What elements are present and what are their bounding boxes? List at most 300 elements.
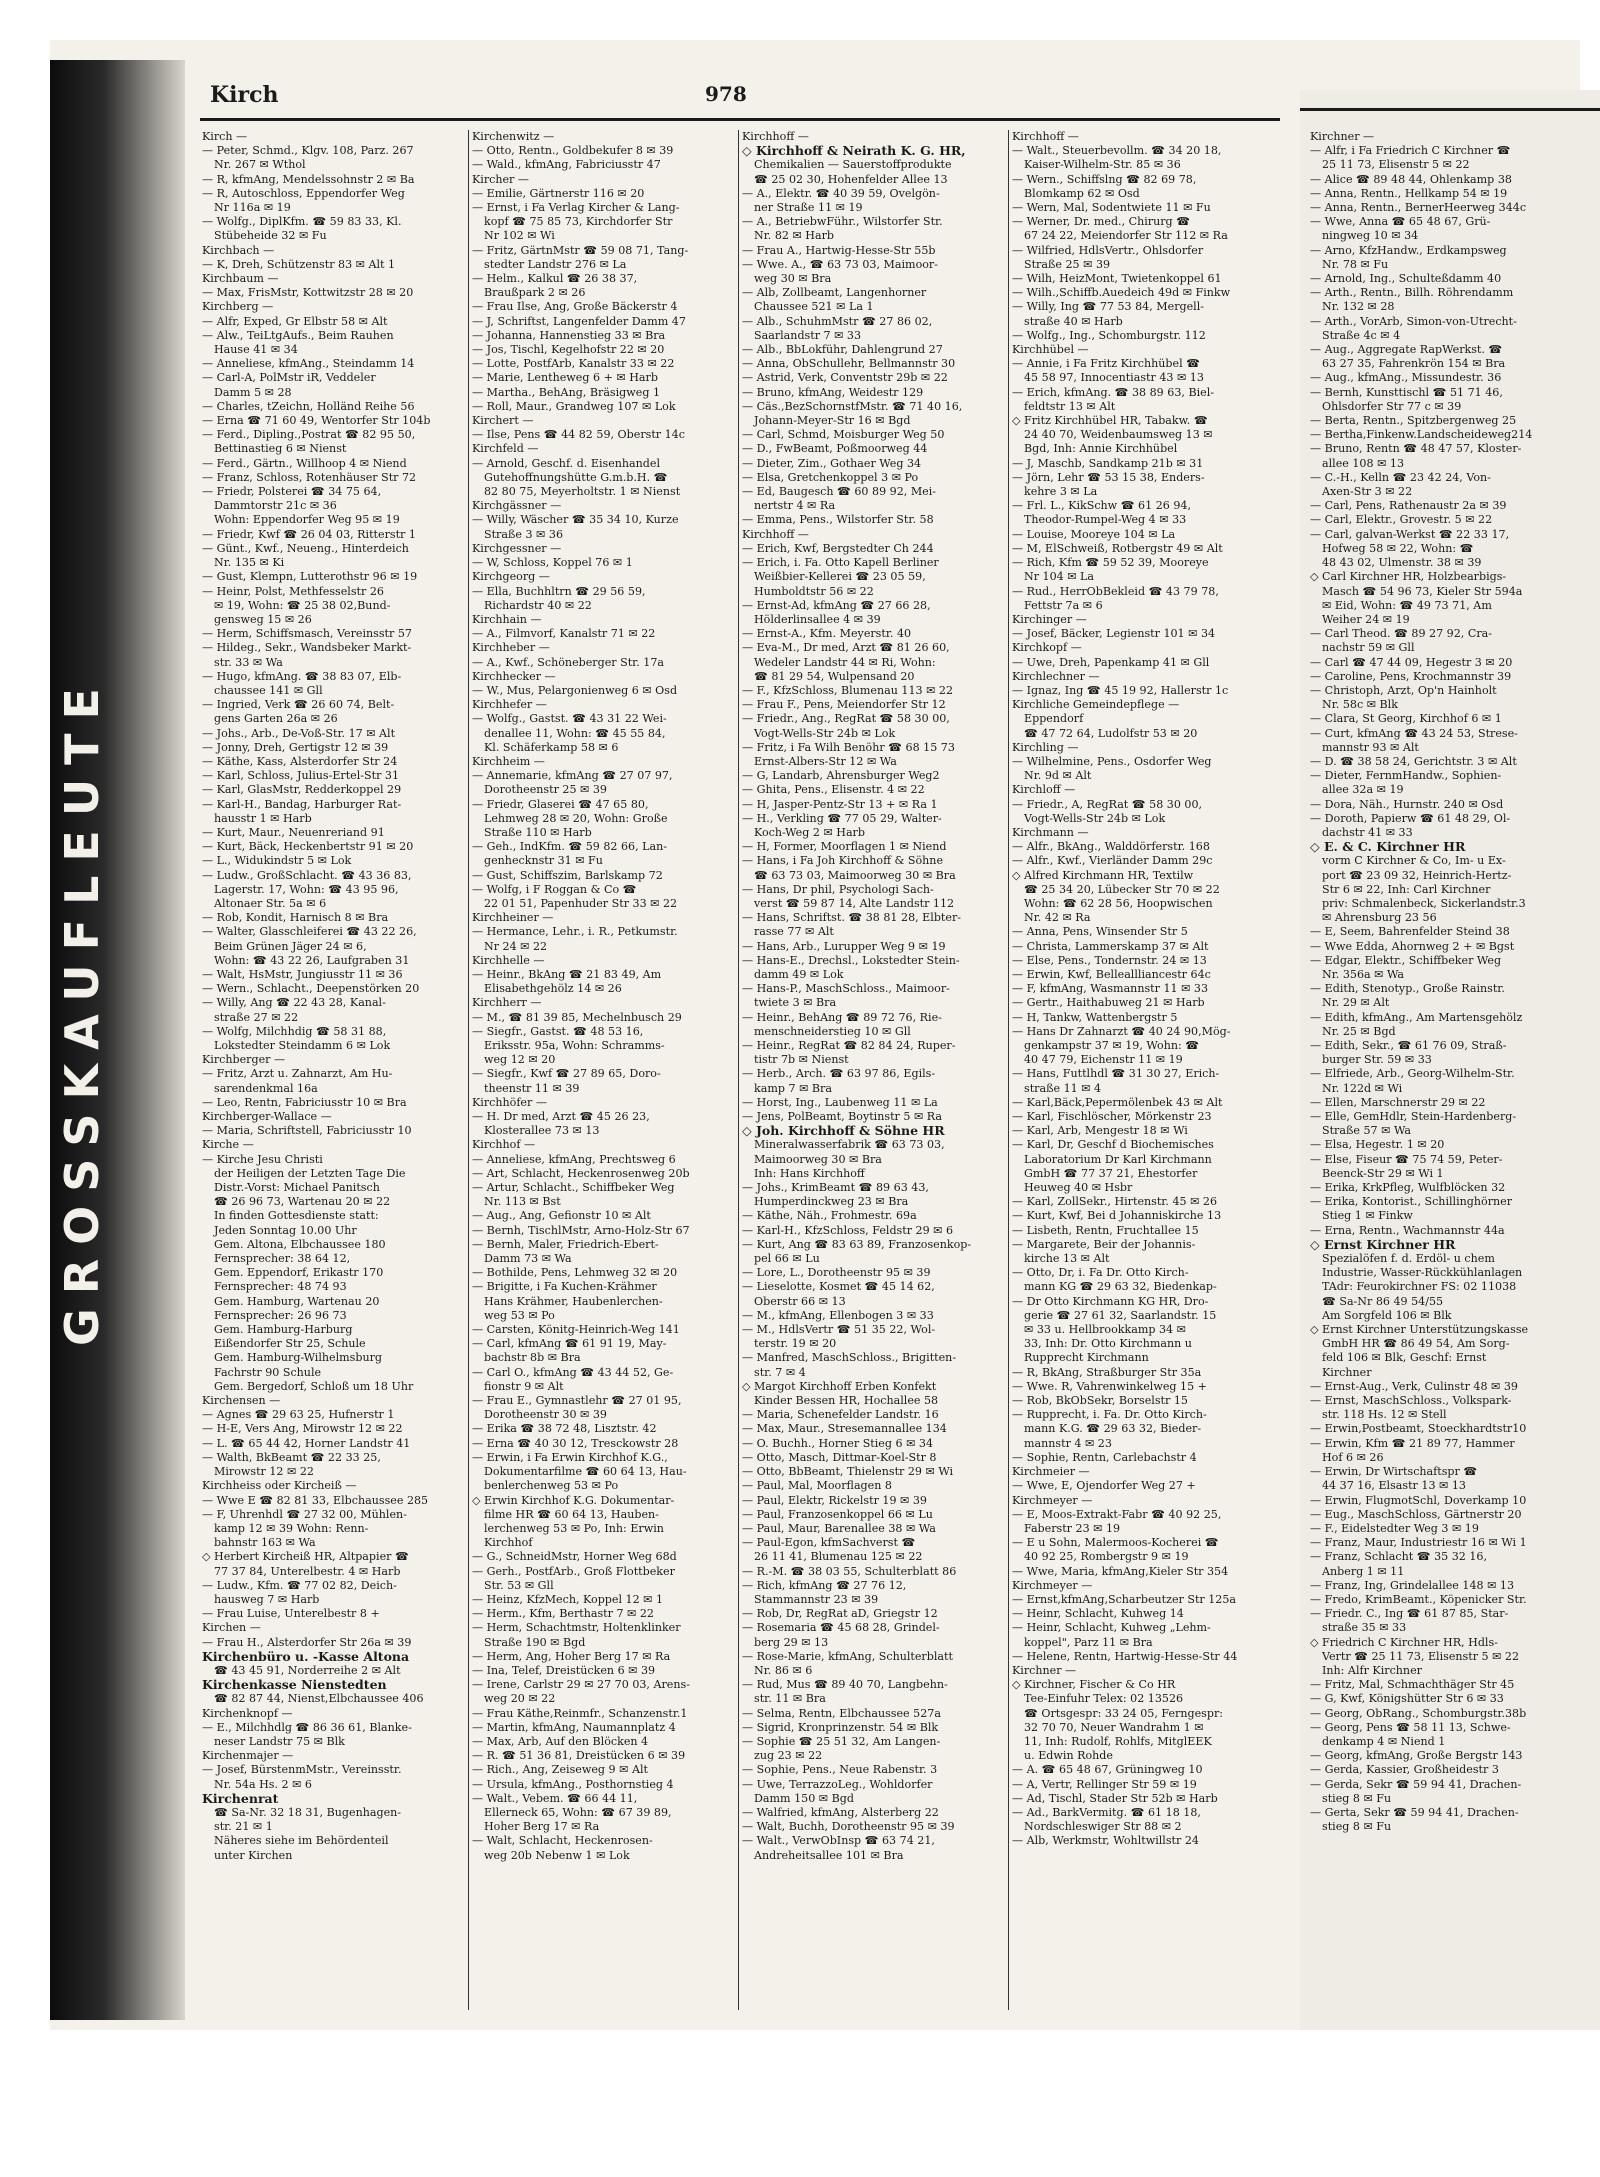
directory-line: — Erwin, FlugmotSchl, Doverkamp 10	[1310, 1493, 1527, 1507]
directory-line: Kirchhain —	[472, 612, 542, 626]
directory-line: ☎ 25 02 30, Hohenfelder Allee 13	[754, 172, 948, 186]
directory-line: — Franz, Ing, Grindelallee 148 ✉ 13	[1310, 1578, 1515, 1592]
directory-line: — Edith, kfmAng., Am Martensgehölz	[1310, 1010, 1523, 1024]
directory-line: — Selma, Rentn, Elbchaussee 527a	[742, 1706, 941, 1720]
directory-line: mann KG ☎ 29 63 32, Biedenkap-	[1024, 1280, 1217, 1294]
directory-line: — Eug., MaschSchloss, Gärtnerstr 20	[1310, 1507, 1522, 1521]
directory-line: — Heinr., RegRat ☎ 82 84 24, Ruper-	[742, 1039, 956, 1052]
directory-line: — Wald., kfmAng, Fabriciusstr 47	[472, 158, 661, 172]
directory-line: Kirchberger-Wallace —	[202, 1110, 332, 1124]
directory-line: — Alice ☎ 89 48 44, Ohlenkamp 38	[1310, 172, 1512, 186]
directory-line: straße 40 ✉ Harb	[1024, 314, 1123, 328]
directory-line: — Frau A., Hartwig-Hesse-Str 55b	[742, 243, 936, 257]
directory-line: — Rich, Kfm ☎ 59 52 39, Mooreye	[1012, 556, 1209, 570]
directory-line: koppel", Parz 11 ✉ Bra	[1024, 1635, 1153, 1649]
directory-line: — J, Schriftst, Langenfelder Damm 47	[472, 314, 686, 328]
directory-line: Weißbier-Kellerei ☎ 23 05 59,	[754, 570, 926, 584]
directory-line: mannstr 4 ✉ 23	[1024, 1436, 1112, 1450]
directory-line: — Arnold, Ing., Schulteßdamm 40	[1310, 272, 1502, 286]
directory-line: — Elsa, Hegestr. 1 ✉ 20	[1310, 1138, 1445, 1152]
directory-line: — Otto, BbBeamt, Thielenstr 29 ✉ Wi	[742, 1465, 954, 1479]
directory-line: Johann-Meyer-Str 16 ✉ Bgd	[754, 414, 911, 428]
directory-line: — Ella, Buchhltrn ☎ 29 56 59,	[472, 584, 646, 598]
directory-line: Kl. Schäferkamp 58 ✉ 6	[484, 740, 619, 754]
directory-line: — Helene, Rentn, Hartwig-Hesse-Str 44	[1012, 1649, 1238, 1663]
directory-line: Laboratorium Dr Karl Kirchmann	[1024, 1152, 1212, 1166]
directory-line: Straße 4c ✉ 4	[1322, 328, 1401, 342]
column-divider	[468, 130, 469, 2010]
directory-line: straße 35 ✉ 33	[1322, 1621, 1407, 1635]
directory-line: Nr. 122d ✉ Wi	[1322, 1081, 1403, 1095]
directory-line: — Paul, Mal, Moorflagen 8	[742, 1479, 892, 1493]
directory-line: — Jens, PolBeamt, Boytinstr 5 ✉ Ra	[742, 1110, 942, 1124]
directory-line: — Bruno, Rentn ☎ 48 47 57, Kloster-	[1310, 442, 1522, 456]
directory-line: Jeden Sonntag 10.00 Uhr	[214, 1223, 357, 1237]
directory-line: — Hildeg., Sekr., Wandsbeker Markt-	[202, 641, 412, 655]
directory-line: — Käthe, Näh., Frohmestr. 69a	[742, 1209, 917, 1223]
directory-line: — Frau H., Alsterdorfer Str 26a ✉ 39	[202, 1635, 412, 1649]
directory-line: — R, BkAng, Straßburger Str 35a	[1012, 1365, 1202, 1379]
directory-line: Str. 53 ✉ Gll	[484, 1578, 554, 1592]
directory-line: ✉ 19, Wohn: ☎ 25 38 02,Bund-	[214, 598, 391, 612]
directory-line: Kirchhelle —	[472, 953, 545, 967]
directory-line: — R, kfmAng, Mendelssohnstr 2 ✉ Ba	[202, 172, 415, 186]
directory-line: — A., Elektr. ☎ 40 39 59, Ovelgön-	[742, 186, 940, 200]
directory-line: Gutehoffnungshütte G.m.b.H. ☎	[484, 470, 668, 484]
directory-line: hausweg 7 ✉ Harb	[214, 1592, 320, 1606]
directory-line: Kirchenbüro u. -Kasse Altona	[202, 1648, 410, 1664]
directory-line: Stieg 1 ✉ Finkw	[1322, 1209, 1413, 1223]
directory-line: Kirchner —	[1310, 130, 1375, 143]
directory-line: — Alb, Werkmstr, Wohltwillstr 24	[1012, 1834, 1199, 1848]
directory-line: — Erna ☎ 40 30 12, Tresckowstr 28	[472, 1436, 679, 1450]
directory-line: Ellerneck 65, Wohn: ☎ 67 39 89,	[484, 1805, 672, 1819]
directory-line: allee 32a ✉ 19	[1322, 783, 1404, 797]
directory-line: Koch-Weg 2 ✉ Harb	[754, 825, 865, 839]
directory-line: — Ernst,kfmAng,Scharbeutzer Str 125a	[1012, 1592, 1237, 1606]
directory-line: Fernsprecher: 38 64 12,	[214, 1252, 351, 1266]
directory-line: — Wern., Schiffslng ☎ 82 69 78,	[1012, 172, 1197, 186]
directory-line: — Edith, Stenotyp., Große Rainstr.	[1310, 982, 1505, 996]
directory-line: — Frau E., Gymnastlehr ☎ 27 01 95,	[472, 1394, 682, 1408]
directory-line: — Aug., Aggregate RapWerkst. ☎	[1310, 343, 1503, 357]
directory-line: — Paul-Egon, kfmSachverst ☎	[742, 1536, 916, 1550]
directory-line: — Wolfg., Gastst. ☎ 43 31 22 Wei-	[472, 712, 667, 726]
directory-line: — Cäs.,BezSchornstfMstr. ☎ 71 40 16,	[742, 399, 963, 413]
directory-line: Kirchbaum —	[202, 272, 279, 286]
directory-line: feldtstr 13 ✉ Alt	[1024, 399, 1116, 413]
directory-line: — Wilh, HeizMont, Twietenkoppel 61	[1012, 272, 1222, 286]
directory-line: — R, Autoschloss, Eppendorfer Weg	[202, 186, 405, 200]
directory-line: Ohlsdorfer Str 77 c ✉ 39	[1322, 399, 1462, 413]
directory-line: twiete 3 ✉ Bra	[754, 996, 837, 1010]
directory-line: str. 118 Hs. 12 ✉ Stell	[1322, 1408, 1447, 1422]
directory-line: — Wwe, Anna ☎ 65 48 67, Grü-	[1310, 215, 1491, 229]
directory-line: Kirchmeyer —	[1012, 1493, 1093, 1507]
directory-line: — Erich, i. Fa. Otto Kapell Berliner	[742, 556, 939, 570]
directory-line: — Sophie ☎ 25 51 32, Am Langen-	[742, 1734, 941, 1748]
directory-line: ◇ E. & C. Kirchner HR	[1310, 839, 1466, 855]
directory-line: berg 29 ✉ 13	[754, 1635, 829, 1649]
directory-line: Nr. 42 ✉ Ra	[1024, 911, 1091, 925]
directory-line: ◇ Margot Kirchhoff Erben Konfekt	[742, 1379, 937, 1393]
directory-line: — Ad., BarkVermitg. ☎ 61 18 18,	[1012, 1805, 1201, 1819]
directory-line: — Sophie, Rentn, Carlebachstr 4	[1012, 1450, 1197, 1464]
directory-line: weg 20b Nebenw 1 ✉ Lok	[484, 1848, 630, 1862]
directory-line: — Alfr., Kwf., Vierländer Damm 29c	[1012, 854, 1213, 868]
directory-line: — Carl-A, PolMstr iR, Veddeler	[202, 371, 376, 385]
directory-line: Kirchhöfer —	[472, 1095, 547, 1109]
directory-line: — Johs., Arb., De-Voß-Str. 17 ✉ Alt	[202, 726, 396, 740]
directory-line: 22 01 51, Papenhuder Str 33 ✉ 22	[484, 896, 678, 910]
directory-line: — Dr Otto Kirchmann KG HR, Dro-	[1012, 1294, 1209, 1308]
directory-line: — Alb., SchuhmMstr ☎ 27 86 02,	[742, 314, 933, 328]
directory-line: — Wolfg., DiplKfm. ☎ 59 83 33, Kl.	[202, 215, 402, 229]
directory-line: Kirchhefer —	[472, 698, 547, 712]
directory-line: Nr 24 ✉ 22	[484, 939, 548, 953]
directory-line: — Lieselotte, Kosmet ☎ 45 14 62,	[742, 1280, 935, 1294]
directory-line: — Jonny, Dreh, Gertigstr 12 ✉ 39	[202, 740, 389, 754]
directory-line: — Curt, kfmAng ☎ 43 24 53, Strese-	[1310, 726, 1518, 740]
directory-line: — Martha., BehAng, Bräsigweg 1	[472, 385, 661, 399]
directory-line: Kirchgeorg —	[472, 570, 550, 584]
directory-line: bachstr 8b ✉ Bra	[484, 1351, 581, 1365]
directory-line: — Eva-M., Dr med, Arzt ☎ 81 26 60,	[742, 641, 950, 655]
directory-line: — Arth., Rentn., Billh. Röhrendamm	[1310, 286, 1514, 300]
directory-line: Kirchliche Gemeindepflege —	[1012, 698, 1180, 712]
directory-line: — Maria, Schriftstell, Fabriciusstr 10	[202, 1124, 412, 1138]
directory-line: — H, Former, Moorflagen 1 ✉ Niend	[742, 840, 947, 854]
directory-line: — K, Dreh, Schützenstr 83 ✉ Alt 1	[202, 257, 396, 271]
directory-line: — Arno, KfzHandw., Erdkampsweg	[1310, 243, 1507, 257]
directory-line: Ernst-Albers-Str 12 ✉ Wa	[754, 754, 897, 768]
directory-line: Kirche —	[202, 1138, 254, 1152]
directory-line: — Erna ☎ 71 60 49, Wentorfer Str 104b	[202, 414, 431, 428]
directory-line: Kirchen —	[202, 1621, 261, 1635]
section-heading: Kirch	[210, 82, 279, 108]
directory-line: — Carl ☎ 47 44 09, Hegestr 3 ✉ 20	[1310, 655, 1513, 669]
directory-line: — F, Uhrenhdl ☎ 27 32 00, Mühlen-	[202, 1507, 407, 1521]
directory-line: Kirchberger —	[202, 1053, 286, 1067]
directory-line: — Karl-H., KfzSchloss, Feldstr 29 ✉ 6	[742, 1223, 954, 1237]
directory-line: port ☎ 23 09 32, Heinrich-Hertz-	[1322, 868, 1512, 882]
directory-line: — Aug., Ang, Gefionstr 10 ✉ Alt	[472, 1209, 651, 1223]
directory-line: Hofweg 58 ✉ 22, Wohn: ☎	[1322, 541, 1474, 555]
directory-line: — O. Buchh., Horner Stieg 6 ✉ 34	[742, 1436, 934, 1450]
directory-line: Straße 25 ✉ 39	[1024, 257, 1111, 271]
directory-line: — Otto, Dr, i. Fa Dr. Otto Kirch-	[1012, 1266, 1189, 1280]
directory-line: Gem. Eppendorf, Erikastr 170	[214, 1266, 384, 1280]
directory-line: Kirchhof	[484, 1536, 533, 1550]
directory-line: unter Kirchen	[214, 1848, 293, 1862]
directory-line: — Edith, Sekr., ☎ 61 76 09, Straß-	[1310, 1039, 1507, 1052]
directory-line: — Alw., TeiLtgAufs., Beim Rauhen	[202, 328, 394, 342]
directory-line: — Ernst-A., Kfm. Meyerstr. 40	[742, 627, 912, 641]
directory-line: Chaussee 521 ✉ La 1	[754, 300, 874, 314]
directory-line: — Hans-E., Drechsl., Lokstedter Stein-	[742, 953, 960, 967]
directory-line: ◇ Carl Kirchner HR, Holzbearbigs-	[1310, 570, 1507, 584]
directory-line: — R. ☎ 51 36 81, Dreistücken 6 ✉ 39	[472, 1749, 686, 1763]
directory-line: — Rich, kfmAng ☎ 27 76 12,	[742, 1578, 907, 1592]
directory-line: neser Landstr 75 ✉ Blk	[214, 1734, 345, 1748]
directory-line: Kirchenknopf —	[202, 1706, 293, 1720]
directory-line: — Ursula, kfmAng., Posthornstieg 4	[472, 1777, 674, 1791]
directory-line: — Karl, ZollSekr., Hirtenstr. 45 ✉ 26	[1012, 1195, 1218, 1209]
directory-line: Kirchenmajer —	[202, 1749, 294, 1763]
directory-line: — Hans, Arb., Lurupper Weg 9 ✉ 19	[742, 939, 946, 953]
directory-line: ◇ Friedrich C Kirchner HR, Hdls-	[1310, 1635, 1498, 1649]
directory-line: — Horst, Ing., Laubenweg 11 ✉ La	[742, 1095, 938, 1109]
directory-line: Straße 190 ✉ Bgd	[484, 1635, 586, 1649]
directory-line: — J, Maschb, Sandkamp 21b ✉ 31	[1012, 456, 1204, 470]
directory-line: Kirchenwitz —	[472, 130, 555, 143]
directory-line: — Franz, Schloss, Rotenhäuser Str 72	[202, 470, 417, 484]
directory-line: Nr. 267 ✉ Wthol	[214, 158, 306, 172]
directory-line: Nr. 29 ✉ Alt	[1322, 996, 1390, 1010]
directory-line: — Hans, i Fa Joh Kirchhoff & Söhne	[742, 854, 944, 868]
directory-line: — D., FwBeamt, Poßmoorweg 44	[742, 442, 928, 456]
directory-line: Straße 3 ✉ 36	[484, 527, 563, 541]
directory-line: — Elfriede, Arb., Georg-Wilhelm-Str.	[1310, 1067, 1515, 1081]
directory-line: str. 7 ✉ 4	[754, 1365, 806, 1379]
directory-line: Wohn: ☎ 43 22 26, Laufgraben 31	[214, 953, 410, 967]
directory-line: mannstr 93 ✉ Alt	[1322, 740, 1419, 754]
directory-line: Richardstr 40 ✉ 22	[484, 598, 592, 612]
directory-line: — Geh., IndKfm. ☎ 59 82 66, Lan-	[472, 840, 668, 854]
directory-line: — Anneliese, kfmAng, Prechtsweg 6	[472, 1152, 676, 1166]
directory-line: — A., BetriebwFühr., Wilstorfer Str.	[742, 215, 943, 229]
directory-line: Weiher 24 ✉ 19	[1322, 612, 1410, 626]
directory-line: — Willy, Ing ☎ 77 53 84, Mergell-	[1012, 300, 1205, 314]
directory-line: Eriksstr. 95a, Wohn: Schramms-	[484, 1039, 665, 1052]
directory-line: — Willy, Wäscher ☎ 35 34 10, Kurze	[472, 513, 679, 527]
directory-line: Braußpark 2 ✉ 26	[484, 286, 586, 300]
directory-line: — L. ☎ 65 44 42, Horner Landstr 41	[202, 1436, 411, 1450]
directory-line: — Leo, Rentn, Fabriciusstr 10 ✉ Bra	[202, 1095, 407, 1109]
directory-line: Nr. 356a ✉ Wa	[1322, 967, 1405, 981]
directory-line: — Wilfried, HdlsVertr., Ohlsdorfer	[1012, 243, 1204, 257]
directory-line: — Johanna, Hannenstieg 33 ✉ Bra	[472, 328, 666, 342]
directory-line: Bettinastieg 6 ✉ Nienst	[214, 442, 347, 456]
directory-line: — Gertr., Haithabuweg 21 ✉ Harb	[1012, 996, 1205, 1010]
directory-line: Kirchfeld —	[472, 442, 539, 456]
directory-line: — Siegfr., Gastst. ☎ 48 53 16,	[472, 1024, 644, 1038]
directory-line: u. Edwin Rohde	[1024, 1749, 1113, 1763]
directory-line: gerie ☎ 27 61 32, Saarlandstr. 15	[1024, 1308, 1217, 1322]
directory-line: — Herb., Arch. ☎ 63 97 86, Egils-	[742, 1067, 936, 1081]
directory-line: stedter Landstr 276 ✉ La	[484, 257, 627, 271]
directory-line: straße 11 ✉ 4	[1024, 1081, 1102, 1095]
directory-line: — Georg, ObRang., Schomburgstr.38b	[1310, 1706, 1527, 1720]
directory-line: Spezialöfen f. d. Erdöl- u chem	[1322, 1252, 1495, 1266]
directory-line: pel 66 ✉ Lu	[754, 1252, 820, 1266]
directory-line: — Paul, Elektr, Rickelstr 19 ✉ 39	[742, 1493, 927, 1507]
directory-line: — Louise, Mooreye 104 ✉ La	[1012, 527, 1176, 541]
directory-line: Damm 150 ✉ Bgd	[754, 1791, 854, 1805]
directory-line: kopf ☎ 75 85 73, Kirchdorfer Str	[484, 215, 673, 229]
directory-line: Kirchmeyer —	[1012, 1578, 1093, 1592]
directory-line: — Ellen, Marschnerstr 29 ✉ 22	[1310, 1095, 1486, 1109]
directory-line: Nr. 54a Hs. 2 ✉ 6	[214, 1777, 312, 1791]
directory-line: — Fredo, KrimBeamt., Köpenicker Str.	[1310, 1592, 1527, 1606]
directory-line: Nr. 78 ✉ Fu	[1322, 257, 1389, 271]
directory-line: — G, Kwf, Königshütter Str 6 ✉ 33	[1310, 1692, 1504, 1706]
directory-line: Wohn: Eppendorfer Weg 95 ✉ 19	[214, 513, 400, 527]
directory-line: — Margarete, Beir der Johannis-	[1012, 1237, 1196, 1251]
directory-line: 40 47 79, Eichenstr 11 ✉ 19	[1024, 1053, 1183, 1067]
directory-line: — Karl, Dr, Geschf d Biochemisches	[1012, 1138, 1214, 1152]
directory-line: 45 58 97, Innocentiastr 43 ✉ 13	[1024, 371, 1204, 385]
directory-line: Kirchhoff —	[742, 130, 809, 143]
directory-line: — Bruno, kfmAng, Weidestr 129	[742, 385, 924, 399]
directory-line: — Karl, GlasMstr, Redderkoppel 29	[202, 783, 402, 797]
directory-line: — Wilh.,Schiffb.Auedeich 49d ✉ Finkw	[1012, 286, 1231, 300]
directory-line: — H. Dr med, Arzt ☎ 45 26 23,	[472, 1110, 650, 1124]
directory-line: 77 37 84, Unterelbestr. 4 ✉ Harb	[214, 1564, 401, 1578]
directory-line: ningweg 10 ✉ 34	[1322, 229, 1419, 243]
directory-line: rasse 77 ✉ Alt	[754, 925, 834, 939]
directory-line: — Friedr., A, RegRat ☎ 58 30 00,	[1012, 797, 1203, 811]
directory-line: — Carsten, Könitg-Heinrich-Weg 141	[472, 1323, 680, 1337]
directory-line: — Artur, Schlacht., Schiffbeker Weg	[472, 1181, 675, 1195]
directory-line: — Wolfg, Milchhdig ☎ 58 31 88,	[202, 1024, 387, 1038]
directory-line: vorm C Kirchner & Co, Im- u Ex-	[1322, 854, 1506, 868]
directory-line: — H, Jasper-Pentz-Str 13 + ✉ Ra 1	[742, 797, 938, 811]
directory-line: — Heinr., BehAng ☎ 89 72 76, Rie-	[742, 1010, 942, 1024]
directory-line: — Frau Luise, Unterelbestr 8 +	[202, 1607, 380, 1621]
directory-line: Kirchling —	[1012, 740, 1079, 754]
directory-line: Nr. 132 ✉ 28	[1322, 300, 1395, 314]
directory-line: Kirchhübel —	[1012, 343, 1089, 357]
directory-line: — Frau Ilse, Ang, Große Bäckerstr 4	[472, 300, 678, 314]
directory-line: ☎ 81 29 54, Wulpensand 20	[754, 669, 915, 683]
directory-line: Stammannstr 23 ✉ 39	[754, 1592, 879, 1606]
directory-line: — Alfr, i Fa Friedrich C Kirchner ☎	[1310, 144, 1511, 158]
directory-line: — A., Filmvorf, Kanalstr 71 ✉ 22	[472, 627, 656, 641]
directory-line: — Bernh, Maler, Friedrich-Ebert-	[472, 1237, 659, 1251]
directory-line: 67 24 22, Meiendorfer Str 112 ✉ Ra	[1024, 229, 1228, 243]
directory-line: — Erika, Kontorist., Schillinghörner	[1310, 1195, 1513, 1209]
directory-line: weg 12 ✉ 20	[484, 1053, 556, 1067]
directory-column-2	[472, 130, 732, 2010]
directory-line: Rupprecht Kirchmann	[1024, 1351, 1149, 1365]
directory-line: 33, Inh: Dr. Otto Kirchmann u	[1024, 1337, 1192, 1351]
directory-line: hausstr 1 ✉ Harb	[214, 811, 312, 825]
directory-line: Kirch —	[202, 130, 248, 143]
directory-line: mann K.G. ☎ 29 63 32, Bieder-	[1024, 1422, 1202, 1436]
directory-line: — Friedr, Glaserei ☎ 47 65 80,	[472, 797, 649, 811]
directory-line: — Sophie, Pens., Neue Rabenstr. 3	[742, 1763, 938, 1777]
directory-line: Lehmweg 28 ✉ 20, Wohn: Große	[484, 811, 668, 825]
directory-line: — Rud., HerrObBekleid ☎ 43 79 78,	[1012, 584, 1219, 598]
directory-line: GmbH HR ☎ 86 49 54, Am Sorg-	[1322, 1337, 1510, 1351]
directory-line: — Rud, Mus ☎ 89 40 70, Langbehn-	[742, 1678, 948, 1692]
directory-line: kehre 3 ✉ La	[1024, 485, 1098, 499]
directory-line: Kirchenkasse Nienstedten	[202, 1677, 387, 1693]
directory-line: — Heinr, Schlacht, Kuhweg 14	[1012, 1607, 1184, 1621]
directory-line: — Ad, Tischl, Stader Str 52b ✉ Harb	[1012, 1791, 1218, 1805]
directory-line: — Ingried, Verk ☎ 26 60 74, Belt-	[202, 698, 395, 712]
directory-line: — Manfred, MaschSchloss., Brigitten-	[742, 1351, 957, 1365]
directory-line: 11, Inh: Rudolf, Rohlfs, MitglEEK	[1024, 1734, 1212, 1748]
directory-line: Bgd, Inh: Annie Kirchhübel	[1024, 442, 1178, 456]
directory-line: 44 37 16, Elsastr 13 ✉ 13	[1322, 1479, 1466, 1493]
directory-line: — Friedr., Ang., RegRat ☎ 58 30 00,	[742, 712, 950, 726]
directory-line: gens Garten 26a ✉ 26	[214, 712, 338, 726]
directory-line: theenstr 11 ✉ 39	[484, 1081, 580, 1095]
directory-line: weg 20 ✉ 22	[484, 1692, 556, 1706]
directory-line: — Anna, ObSchullehr, Bellmannstr 30	[742, 357, 956, 371]
page-header	[200, 78, 1280, 121]
directory-line: Str 6 ✉ 22, Inh: Carl Kirchner	[1322, 882, 1491, 896]
directory-line: Straße 110 ✉ Harb	[484, 825, 592, 839]
directory-line: Eißendorfer Str 25, Schule	[214, 1337, 366, 1351]
directory-line: — Frau Käthe,Reinmfr., Schanzenstr.1	[472, 1706, 688, 1720]
directory-line: — R.-M. ☎ 38 03 55, Schulterblatt 86	[742, 1564, 957, 1578]
directory-line: — Friedr, Polsterei ☎ 34 75 64,	[202, 485, 382, 499]
directory-line: Kirchheber —	[472, 641, 550, 655]
directory-line: — Ludw., Kfm. ☎ 77 02 82, Deich-	[202, 1578, 397, 1592]
directory-line: — Rosemaria ☎ 45 68 28, Grindel-	[742, 1621, 940, 1635]
directory-line: — Emma, Pens., Wilstorfer Str. 58	[742, 513, 934, 527]
directory-line: — Erika, KrkPfleg, Wulfblöcken 32	[1310, 1181, 1506, 1195]
directory-line: denkamp 4 ✉ Niend 1	[1322, 1734, 1446, 1748]
directory-line: gensweg 15 ✉ 26	[214, 612, 312, 626]
directory-line: — Maria, Schenefelder Landstr. 16	[742, 1408, 939, 1422]
directory-line: Nr 104 ✉ La	[1024, 570, 1095, 584]
directory-line: — Bernh, TischlMstr, Arno-Holz-Str 67	[472, 1223, 690, 1237]
directory-line: ☎ Sa-Nr 86 49 54/55	[1322, 1294, 1444, 1308]
directory-line: — Edgar, Elektr., Schiffbeker Weg	[1310, 953, 1502, 967]
directory-line: — Hermance, Lehr., i. R., Petkumstr.	[472, 925, 678, 939]
directory-line: Beenck-Str 29 ✉ Wi 1	[1322, 1166, 1444, 1180]
directory-line: Kirchlechner —	[1012, 669, 1100, 683]
directory-line: Kirchheim —	[472, 754, 545, 768]
directory-line: — E., Milchhdlg ☎ 86 36 61, Blanke-	[202, 1720, 412, 1734]
directory-line: Näheres siehe im Behördenteil	[214, 1834, 389, 1848]
directory-line: — Carl, Pens, Rathenaustr 2a ✉ 39	[1310, 499, 1507, 513]
directory-line: ◇ Erwin Kirchhof K.G. Dokumentar-	[472, 1493, 675, 1507]
directory-line: allee 108 ✉ 13	[1322, 456, 1405, 470]
directory-line: Kirchgässner —	[472, 499, 562, 513]
directory-line: — Arth., VorArb, Simon-von-Utrecht-	[1310, 314, 1517, 328]
directory-line: Dokumentarfilme ☎ 60 64 13, Hau-	[484, 1465, 687, 1479]
directory-line: Chemikalien — Sauerstoffprodukte	[754, 158, 952, 172]
directory-line: weg 53 ✉ Po	[484, 1308, 555, 1322]
directory-line: Eppendorf	[1024, 712, 1084, 726]
directory-line: Distr.-Vorst: Michael Panitsch	[214, 1181, 380, 1195]
directory-line: Kirchheiss oder Kircheiß —	[202, 1479, 357, 1493]
directory-line: — Else, Fiseur ☎ 75 74 59, Peter-	[1310, 1152, 1503, 1166]
directory-line: — Siegfr., Kwf ☎ 27 89 65, Doro-	[472, 1067, 661, 1081]
directory-line: — Sigrid, Kronprinzenstr. 54 ✉ Blk	[742, 1720, 939, 1734]
directory-line: ☎ 63 73 03, Maimoorweg 30 ✉ Bra	[754, 868, 956, 882]
directory-line: — M., kfmAng, Ellenbogen 3 ✉ 33	[742, 1308, 934, 1322]
directory-line: straße 27 ✉ 22	[214, 1010, 299, 1024]
directory-line: — Carl, galvan-Werkst ☎ 22 33 17,	[1310, 527, 1510, 541]
directory-line: — Annemarie, kfmAng ☎ 27 07 97,	[472, 769, 673, 783]
directory-line: 25 11 73, Elisenstr 5 ✉ 22	[1322, 158, 1470, 172]
directory-line: chaussee 141 ✉ Gll	[214, 683, 323, 697]
directory-line: — Martin, kfmAng, Naumannplatz 4	[472, 1720, 676, 1734]
directory-line: — H., Verkling ☎ 77 05 29, Walter-	[742, 811, 942, 825]
directory-line: — Georg, kfmAng, Große Bergstr 143	[1310, 1749, 1523, 1763]
directory-line: — Fritz, i Fa Wilh Benöhr ☎ 68 15 73	[742, 740, 955, 754]
directory-line: Hans Krähmer, Haubenlerchen-	[484, 1294, 663, 1308]
directory-line: — Christoph, Arzt, Op'n Hainholt	[1310, 683, 1497, 697]
directory-line: Kirchner —	[1012, 1663, 1077, 1677]
directory-line: Beim Grünen Jäger 24 ✉ 6,	[214, 939, 367, 953]
